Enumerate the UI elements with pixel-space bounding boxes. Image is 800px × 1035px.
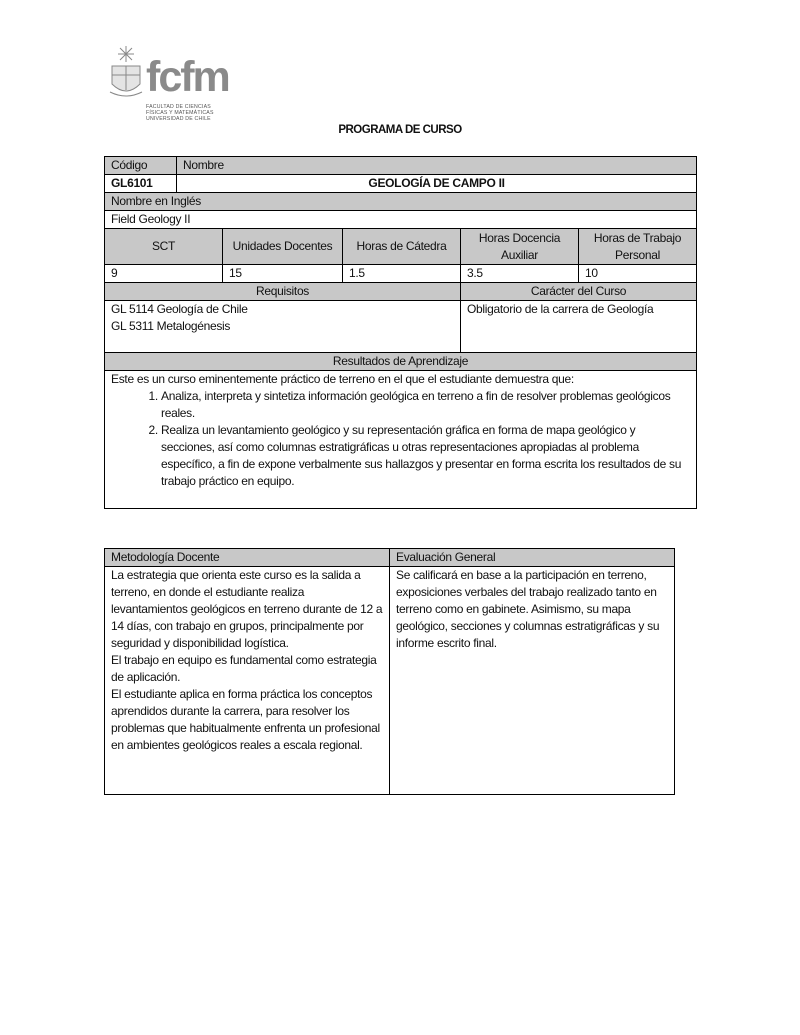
hours-header-auxiliar: Horas Docencia Auxiliar xyxy=(461,229,579,265)
hours-header-personal: Horas de Trabajo Personal xyxy=(579,229,697,265)
methodology-paragraph: El estudiante aplica en forma práctica los conceptos aprendidos durante la carrera, para resolver los problemas que habitualmente enfrenta un profesional en ambientes geológicos reales a escala regional. xyxy=(111,687,380,752)
hours-header-unidades: Unidades Docentes xyxy=(223,229,343,265)
english-name-label: Nombre en Inglés xyxy=(105,193,697,211)
hours-header-sct: SCT xyxy=(105,229,223,265)
requisite-item: GL 5311 Metalogénesis xyxy=(111,319,231,333)
course-table xyxy=(104,156,697,509)
methodology-table xyxy=(104,548,675,795)
course-code: GL6101 xyxy=(105,175,177,193)
methodology-paragraph: La estrategia que orienta este curso es la salida a terreno, en donde el estudiante realiza levantamientos geológicos en terreno durante de 12 a 14 días, con trabajo en grupos, principalmente por seguridad y disponibilidad logística. xyxy=(111,568,383,650)
university-crest-icon xyxy=(108,44,144,100)
hours-value-personal: 10 xyxy=(579,265,697,283)
methodology-label: Metodología Docente xyxy=(105,549,390,567)
logo-subtitle: FACULTAD DE CIENCIAS FÍSICAS Y MATEMÁTICAS UNIVERSIDAD DE CHILE xyxy=(146,104,214,122)
outcome-item: 2. Realiza un levantamiento geológico y su representación gráfica en forma de mapa geológico y secciones, así como columnas estratigráficas u otras representaciones apropiadas al problema específico, a fin de expone verbalmente sus hallazgos y presentar en forma escrita los resultados de su trabajo práctico en equipo. xyxy=(161,422,690,490)
outcomes-intro: Este es un curso eminentemente práctico de terreno en el que el estudiante demuestra que: xyxy=(111,372,574,386)
hours-value-unidades: 15 xyxy=(223,265,343,283)
requisites-label: Requisitos xyxy=(105,283,461,301)
english-name: Field Geology II xyxy=(105,211,697,229)
hours-value-auxiliar: 3.5 xyxy=(461,265,579,283)
methodology-text xyxy=(105,567,390,795)
outcomes-cell xyxy=(105,371,697,509)
name-label: Nombre xyxy=(177,157,697,175)
code-label: Código xyxy=(105,157,177,175)
hours-value-catedra: 1.5 xyxy=(343,265,461,283)
methodology-paragraph: El trabajo en equipo es fundamental como estrategia de aplicación. xyxy=(111,653,377,684)
outcome-item: 1. Analiza, interpreta y sintetiza información geológica en terreno a fin de resolver problemas geológicos reales. xyxy=(161,388,690,422)
document-title: PROGRAMA DE CURSO xyxy=(338,124,462,136)
requisite-item: GL 5114 Geología de Chile xyxy=(111,302,248,316)
evaluation-text: Se calificará en base a la participación en terreno, exposiciones verbales del trabajo realizado tanto en terreno como en gabinete. Asimismo, su mapa geológico, secciones y columnas estratigráficas y su informe escrito final. xyxy=(390,567,675,795)
course-name: GEOLOGÍA DE CAMPO II xyxy=(177,175,697,193)
evaluation-label: Evaluación General xyxy=(390,549,675,567)
requisites-cell xyxy=(105,301,461,353)
hours-value-sct: 9 xyxy=(105,265,223,283)
character-label: Carácter del Curso xyxy=(461,283,697,301)
hours-header-catedra: Horas de Cátedra xyxy=(343,229,461,265)
logo-wordmark: fcfm xyxy=(146,53,229,101)
outcomes-list xyxy=(111,388,690,490)
course-character: Obligatorio de la carrera de Geología xyxy=(461,301,697,353)
fcfm-logo xyxy=(108,44,233,126)
outcomes-label: Resultados de Aprendizaje xyxy=(105,353,697,371)
